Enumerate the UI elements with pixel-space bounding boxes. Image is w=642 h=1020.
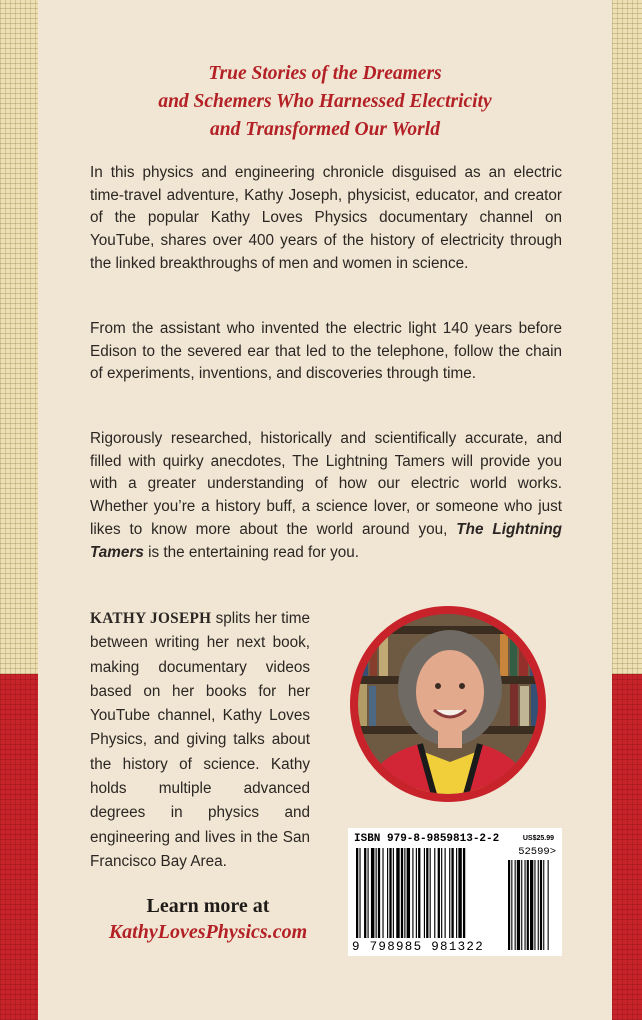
ean-digits: 9 798985 981322	[352, 940, 485, 954]
red-texture	[0, 674, 38, 1020]
tagline-line-1: True Stories of the Dreamers	[208, 63, 442, 84]
author-bio	[90, 607, 310, 874]
red-texture	[612, 674, 642, 1020]
woven-texture	[612, 0, 642, 674]
author-portrait	[350, 606, 546, 802]
author-name: KATHY JOSEPH	[90, 610, 212, 627]
description-paragraph-2: From the assistant who invented the electric light 140 years before Edison to the severed ear that led to the telephone, follow the chain of experiments, inventions, and discoveries through time.	[90, 320, 562, 383]
tagline-line-2: and Schemers Who Harnessed Electricity	[158, 91, 492, 112]
learn-more	[68, 893, 348, 945]
right-cover-band	[612, 0, 642, 1020]
isbn-barcode	[348, 828, 562, 956]
learn-more-label: Learn more at	[146, 895, 270, 917]
woven-texture	[0, 0, 38, 674]
description-paragraph-3	[90, 428, 562, 564]
author-bio-text: splits her time between writing her next book, making documentary videos based on her books for her YouTube channel, Kathy Loves Physics, and giving talks about the history of science. Kathy holds multiple advanced degrees in physics and engineering and lives in the San Francisco Bay Area.	[90, 610, 310, 870]
book-title: The Lightning Tamers	[90, 520, 563, 561]
left-cover-band	[0, 0, 38, 1020]
back-cover-panel	[38, 0, 612, 1020]
paragraph-3-end: is the entertaining read for you.	[143, 543, 359, 561]
isbn-text: ISBN 979-8-9859813-2-2	[354, 833, 500, 845]
description-paragraph-1: In this physics and engineering chronicle disguised as an electric time-travel adventure, Kathy Joseph, physicist, educator, and creator of the popular Kathy Loves Physics documentary channel on YouTube, shares over 400 years of the history of electricity through the linked breakthroughs of men and women in science.	[90, 164, 562, 272]
author-photo-illustration	[350, 606, 546, 802]
tagline	[38, 60, 612, 144]
price-label: US$25.99	[522, 835, 554, 842]
tagline-line-3: and Transformed Our World	[210, 119, 440, 140]
paragraph-3-text: Rigorously researched, historically and scientifically accurate, and filled with quirky anecdotes, The Lightning Tamers will provide you with a greater understanding of how our electric world works. Whether you’re a history buff, a science lover, or someone who just likes to know more about the world around you,	[90, 430, 562, 538]
price-addon-digits: 52599>	[518, 846, 556, 858]
website-link[interactable]: KathyLovesPhysics.com	[108, 921, 308, 943]
